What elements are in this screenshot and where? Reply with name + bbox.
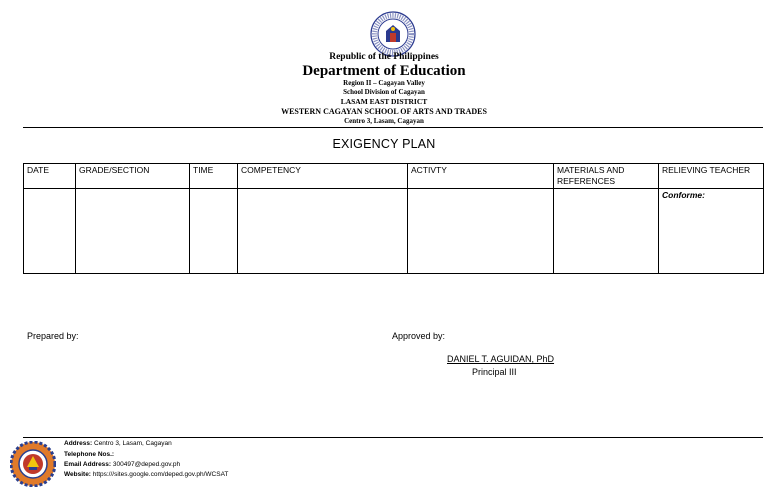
cell-date[interactable] bbox=[24, 189, 76, 274]
header-divider bbox=[23, 127, 763, 128]
cell-time[interactable] bbox=[190, 189, 238, 274]
school-logo-icon bbox=[10, 441, 56, 487]
cell-relieving-teacher[interactable] bbox=[659, 189, 764, 274]
header-region: Region II – Cagayan Valley bbox=[343, 79, 425, 87]
page-title: EXIGENCY PLAN bbox=[332, 137, 436, 151]
deped-seal-icon bbox=[370, 11, 416, 57]
column-header-date: DATE bbox=[24, 164, 76, 189]
column-header-grade-section: GRADE/SECTION bbox=[76, 164, 190, 189]
column-header-materials: MATERIALS AND REFERENCES bbox=[554, 164, 659, 189]
footer-divider bbox=[23, 437, 763, 438]
column-header-competency: COMPETENCY bbox=[238, 164, 408, 189]
footer-website: Website: https:///sites.google.com/deped.gov.ph/WCSAT bbox=[64, 471, 229, 478]
prepared-by-label: Prepared by: bbox=[27, 331, 79, 341]
footer-telephone: Telephone Nos.: bbox=[64, 451, 115, 458]
cell-grade-section[interactable] bbox=[76, 189, 190, 274]
header-district: LASAM EAST DISTRICT bbox=[340, 97, 428, 106]
header-school: WESTERN CAGAYAN SCHOOL OF ARTS AND TRADES bbox=[281, 107, 487, 116]
conforme-label: Conforme: bbox=[662, 190, 705, 200]
footer-address: Address: Centro 3, Lasam, Cagayan bbox=[64, 440, 172, 447]
column-header-relieving-teacher: RELIEVING TEACHER bbox=[659, 164, 764, 189]
header-division: School Division of Cagayan bbox=[343, 88, 425, 96]
table-row bbox=[24, 189, 764, 274]
approver-name: DANIEL T. AGUIDAN, PhD bbox=[447, 354, 555, 364]
exigency-plan-table bbox=[23, 163, 764, 274]
header-republic: Republic of the Philippines bbox=[329, 52, 439, 62]
cell-competency[interactable] bbox=[238, 189, 408, 274]
cell-materials[interactable] bbox=[554, 189, 659, 274]
header-address: Centro 3, Lasam, Cagayan bbox=[344, 117, 424, 125]
footer-email: Email Address: 300497@deped.gov.ph bbox=[64, 461, 181, 468]
header-department: Department of Education bbox=[302, 63, 466, 79]
approver-position: Principal III bbox=[472, 367, 517, 377]
cell-activity[interactable] bbox=[408, 189, 554, 274]
column-header-activity: ACTIVTY bbox=[408, 164, 554, 189]
column-header-time: TIME bbox=[190, 164, 238, 189]
table-header-row bbox=[24, 164, 764, 189]
approved-by-label: Approved by: bbox=[392, 331, 446, 341]
